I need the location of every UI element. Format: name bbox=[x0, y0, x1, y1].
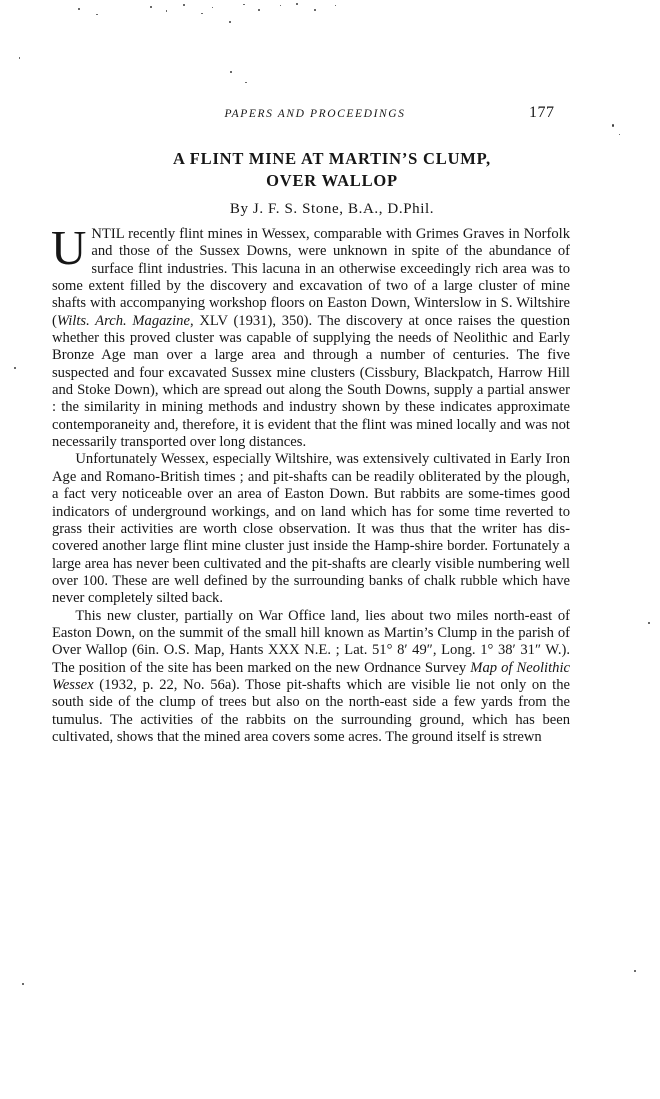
speck bbox=[150, 6, 152, 8]
map-title: Map of Neolithic Wessex bbox=[52, 659, 570, 693]
speck bbox=[22, 983, 24, 985]
speck bbox=[243, 4, 245, 5]
paragraph-3 bbox=[52, 608, 570, 747]
speck bbox=[314, 9, 316, 11]
speck bbox=[96, 14, 98, 15]
paragraph-2: Unfortunately Wessex, especially Wiltshire, was extensively cultivated in Early Iron Age and Romano-British times ; and pit-shafts can be readily obliterated by the plough, a fact very noticeable over an area of Easton Down. But rabbits are some-times good indicators of underground workings, and on land which has for some time reverted to grass their activities are worth close observation. It was thus that the writer has dis-covered another large flint mine cluster just inside the Hamp-shire border. Fortunately a large area has never been cultivated and the pit-shafts are clearly visible numbering well over 100. These are well defined by the surrounding banks of chalk rubble which have never completely silted back. bbox=[52, 451, 570, 607]
speck bbox=[296, 3, 298, 5]
paragraph-1-text-b: , XLV (1931), 350). The discovery at once raises the question whether this proved cluster was capable of supplying the needs of Neolithic and Early Bronze Age man over a large area and through a number of centuries. The five suspected and four excavated Sussex mine clusters (Cissbury, Blackpatch, Harrow Hill and Stoke Down), which are spread out along the South Downs, supply a partial answer : the similarity in mining methods and industry shown by these indicates approximate contemporaneity and, therefore, it is evident that the flint was mined locally and was not necessarily transported over long distances. bbox=[52, 312, 571, 451]
speck bbox=[245, 82, 247, 83]
speck bbox=[648, 622, 650, 624]
speck bbox=[634, 970, 636, 972]
journal-title: Wilts. Arch. Magazine bbox=[56, 312, 190, 329]
speck bbox=[14, 367, 16, 369]
speck bbox=[619, 134, 620, 135]
speck bbox=[183, 4, 185, 6]
speck bbox=[166, 10, 167, 12]
speck bbox=[78, 8, 80, 10]
running-head: PAPERS AND PROCEEDINGS bbox=[224, 108, 406, 120]
article-title-line-1: A FLINT MINE AT MARTIN’S CLUMP, bbox=[173, 149, 491, 168]
speck bbox=[230, 71, 232, 73]
paragraph-1-text-a: NTIL recently flint mines in Wessex, comparable with Grimes Graves in Norfolk and those of the Sussex Downs, were unknown in spite of the abundance of surface flint industries. This lacuna in an otherwise exceedingly rich area was to some extent filled by the discovery and excavation of two of a large cluster of mine shafts with accompanying workshop floors on Easton Down, Winterslow in S. Wiltshire ( bbox=[52, 226, 570, 329]
paragraph-3-text-a: This new cluster, partially on War Office land, lies about two miles north-east of Easton Down, on the summit of the small hill known as Martin’s Clump in the parish of Over Wallop (6in. O.S. Map, Hants XXX N.E. ; Lat. 51° 8′ 49″, Long. 1° 38′ 31″ W.). The position of the site has been marked on the new Ordnance Survey bbox=[52, 607, 570, 676]
byline: By J. F. S. Stone, B.A., D.Phil. bbox=[229, 201, 435, 217]
paragraph-1 bbox=[51, 220, 571, 451]
paragraph-3-text-b: (1932, p. 22, No. 56a). Those pit-shafts which are visible lie not only on the south side of the clump of trees but also on the north-east side a few yards from the tumulus. The activities of the rabbits on the surrounding ground, which has been cultivated, shows that the mined area covers some acres. The ground itself is strewn bbox=[52, 676, 570, 745]
article-title bbox=[84, 148, 580, 192]
speck bbox=[258, 9, 260, 11]
page-number: 177 bbox=[529, 104, 555, 121]
speck bbox=[335, 5, 336, 6]
speck bbox=[201, 13, 203, 14]
speck bbox=[212, 7, 213, 8]
drop-cap: U bbox=[51, 220, 87, 275]
speck bbox=[280, 5, 281, 6]
speck bbox=[19, 57, 20, 59]
article-title-line-2: OVER WALLOP bbox=[266, 171, 398, 190]
speck bbox=[229, 21, 231, 23]
speck bbox=[612, 124, 614, 127]
article-body bbox=[51, 220, 571, 746]
